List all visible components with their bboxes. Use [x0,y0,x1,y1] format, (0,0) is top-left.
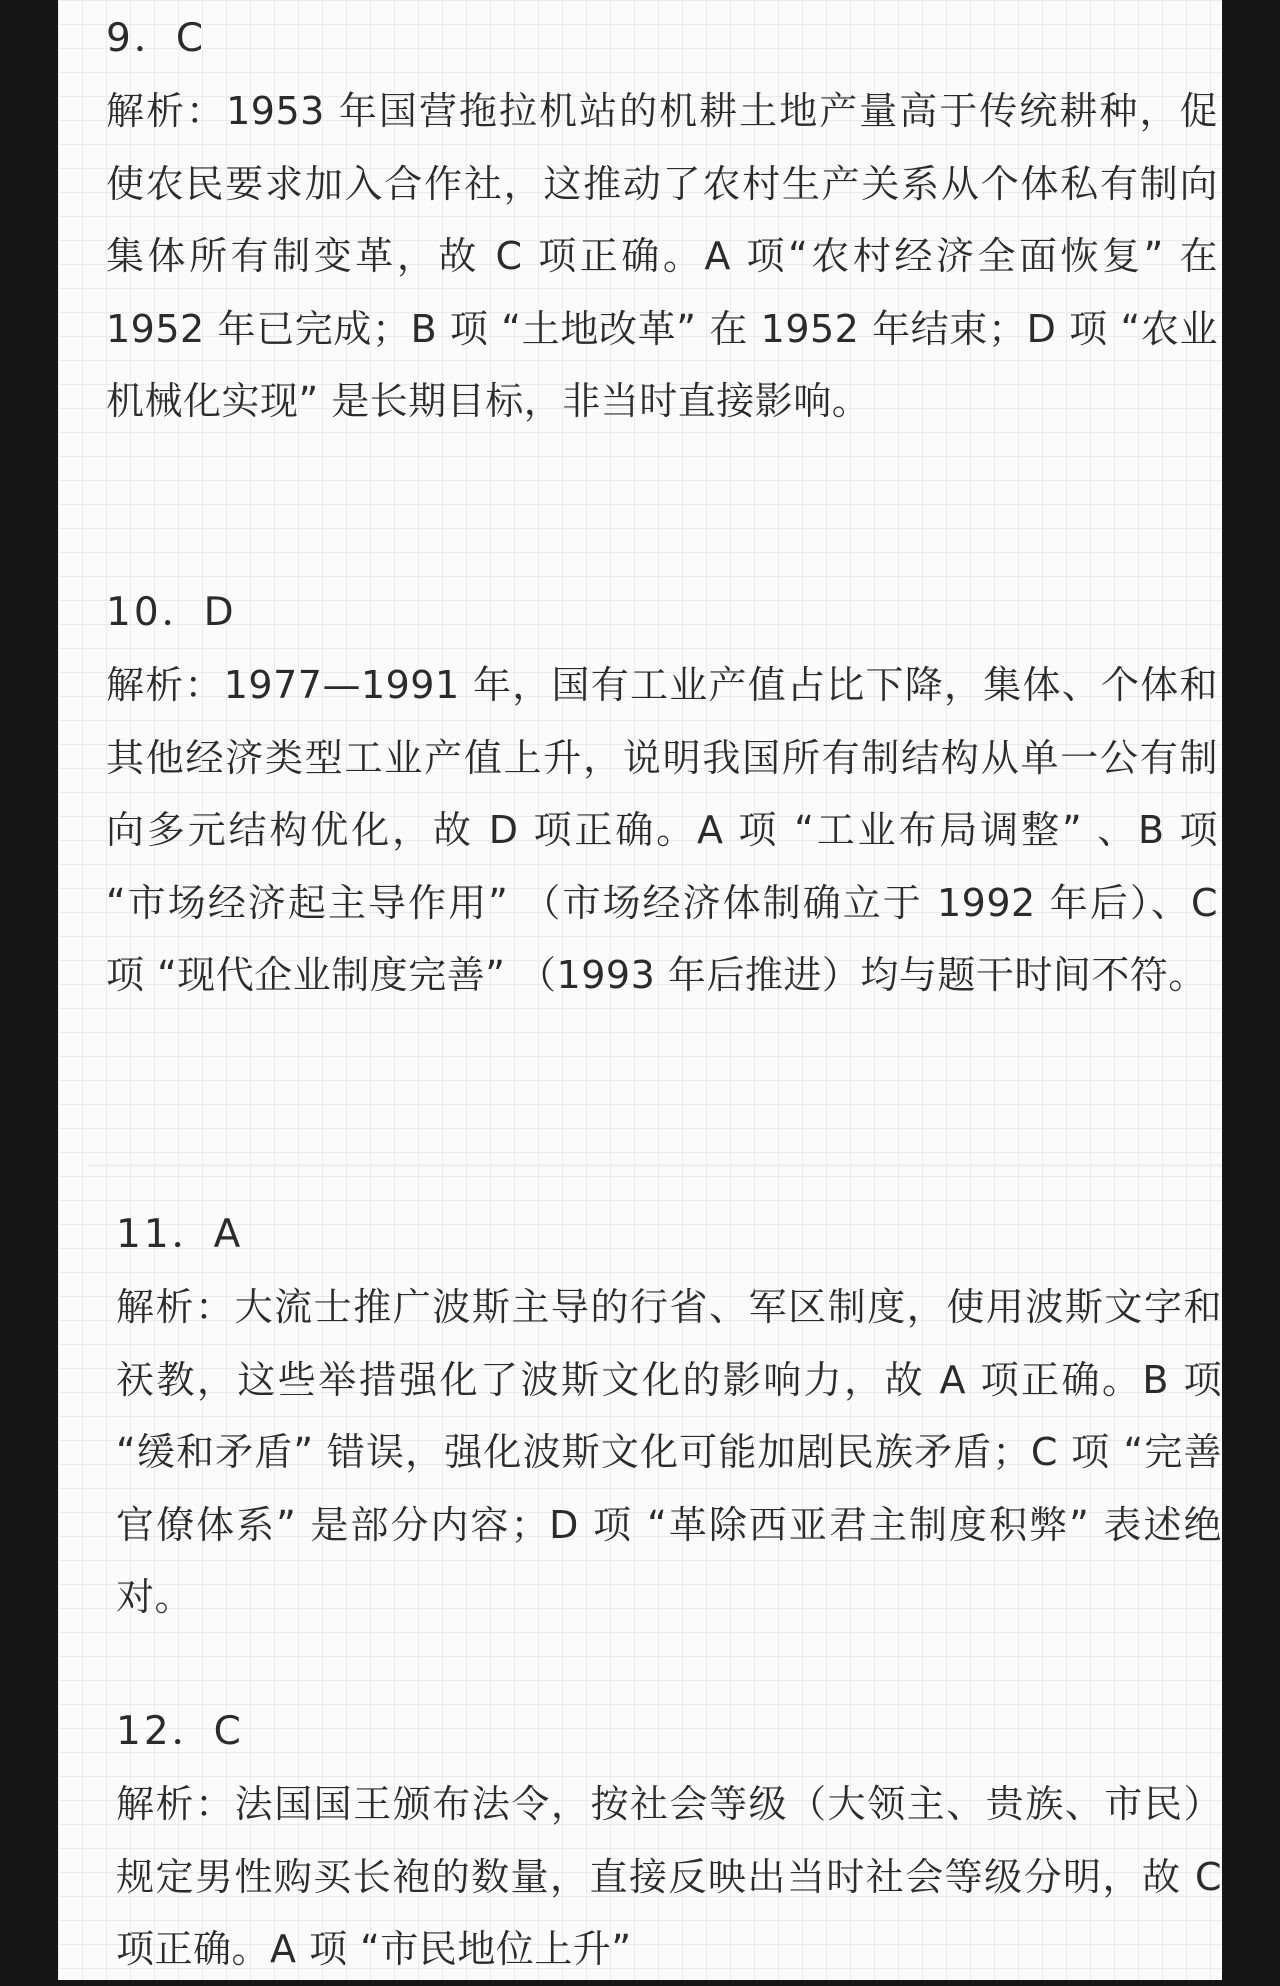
question-9-explanation: 解析：1953 年国营拖拉机站的机耕土地产量高于传统耕种，促使农民要求加入合作社，这推动了农村生产关系从个体私有制向集体所有制变革，故 C 项正确。A 项“农村经济全面恢复” 在 1952 年已完成；B 项 “土地改革” 在 1952 年结束；D 项 “农业机械化实现” 是长期目标，非当时直接影响。 [106,89,1218,423]
question-11-answer: 11．A [116,1212,244,1257]
question-12-answer: 12．C [116,1709,244,1754]
question-11-explanation: 解析：大流士推广波斯主导的行省、军区制度，使用波斯文字和祆教，这些举措强化了波斯文化的影响力，故 A 项正确。B 项 “缓和矛盾” 错误，强化波斯文化可能加剧民族矛盾；C 项 “完善官僚体系” 是部分内容；D 项 “革除西亚君主制度积弊” 表述绝对。 [116,1285,1222,1619]
question-10-answer: 10．D [106,590,237,635]
question-10-block [106,576,1218,1012]
question-10-explanation: 解析：1977—1991 年，国有工业产值占比下降，集体、个体和其他经济类型工业产值上升，说明我国所有制结构从单一公有制向多元结构优化，故 D 项正确。A 项 “工业布局调整” 、B 项 “市场经济起主导作用” （市场经济体制确立于 1992 年后）、C 项 “现代企业制度完善” （1993 年后推进）均与题干时间不符。 [106,663,1218,997]
question-9-block [106,2,1218,438]
answer-sheet-page [58,0,1222,1980]
screenshot-seam-divider [88,1164,1222,1167]
question-12-block [116,1695,1222,1986]
question-11-block [116,1198,1222,1634]
question-9-answer: 9．C [106,16,207,61]
question-12-explanation: 解析：法国国王颁布法令，按社会等级（大领主、贵族、市民）规定男性购买长袍的数量，直接反映出当时社会等级分明，故 C 项正确。A 项 “市民地位上升” [116,1782,1222,1971]
